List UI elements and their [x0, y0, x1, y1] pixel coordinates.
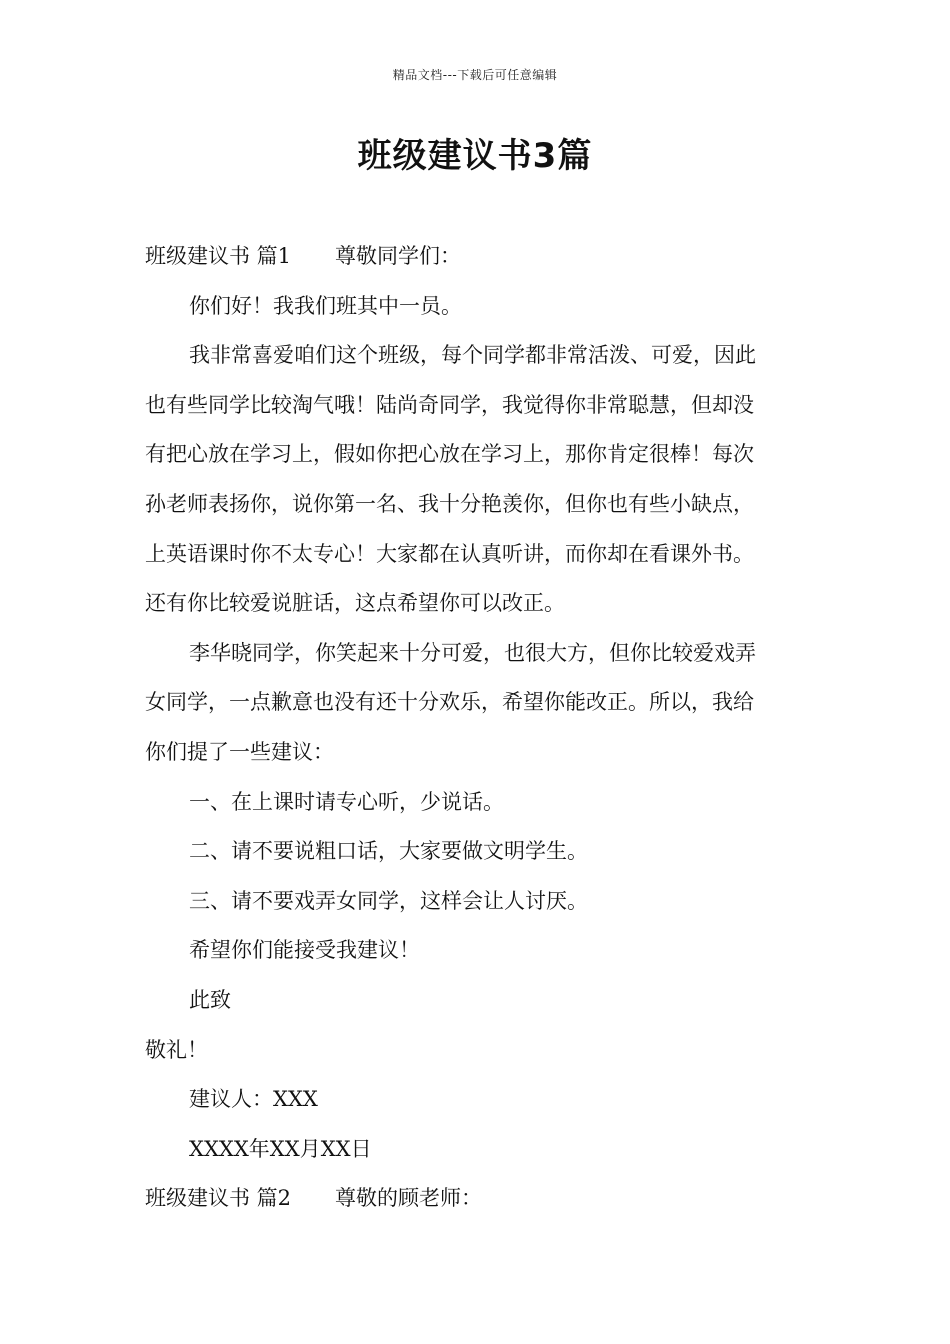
paragraph-line: 李华晓同学，你笑起来十分可爱，也很大方，但你比较爱戏弄	[189, 640, 756, 665]
section-label: 班级建议书 篇2	[145, 1186, 292, 1211]
paragraph-line: 希望你们能接受我建议！	[189, 938, 420, 963]
section-heading-2	[145, 1174, 810, 1224]
paragraph-line: 女同学，一点歉意也没有还十分欢乐，希望你能改正。所以，我给	[145, 690, 754, 715]
list-item: 三、请不要戏弄女同学，这样会让人讨厌。	[189, 888, 588, 913]
list-item: 一、在上课时请专心听，少说话。	[189, 789, 504, 814]
paragraph-line: 也有些同学比较淘气哦！陆尚奇同学，我觉得你非常聪慧，但却没	[145, 392, 754, 417]
document-title: 班级建议书3篇	[357, 136, 593, 176]
paragraph-line: 还有你比较爱说脏话，这点希望你可以改正。	[145, 591, 565, 616]
paragraph-line: 你们提了一些建议：	[145, 739, 334, 764]
document-body	[145, 232, 810, 1224]
paragraph-line: 有把心放在学习上，假如你把心放在学习上，那你肯定很棒！每次	[145, 442, 754, 467]
list-item: 二、请不要说粗口话，大家要做文明学生。	[189, 839, 588, 864]
paragraph-line: 上英语课时你不太专心！大家都在认真听讲，而你却在看课外书。	[145, 541, 754, 566]
salutation: 尊敬的顾老师：	[335, 1186, 483, 1211]
date-line: XXXX年XX月XX日	[189, 1136, 372, 1161]
paragraph-line: 我非常喜爱咱们这个班级，每个同学都非常活泼、可爱，因此	[189, 343, 756, 368]
header-note: 精品文档---下载后可任意编辑	[392, 68, 558, 82]
paragraph-line: 你们好！我我们班其中一员。	[189, 293, 462, 318]
closing-line: 此致	[189, 987, 231, 1012]
salutation: 尊敬同学们：	[335, 244, 462, 268]
section-heading-1	[145, 232, 810, 282]
closing-salute: 敬礼！	[145, 1037, 208, 1062]
paragraph-line: 孙老师表扬你，说你第一名、我十分艳羡你，但你也有些小缺点，	[145, 491, 754, 516]
section-label: 班级建议书 篇1	[145, 244, 292, 268]
signature-line: 建议人：XXX	[189, 1087, 318, 1112]
